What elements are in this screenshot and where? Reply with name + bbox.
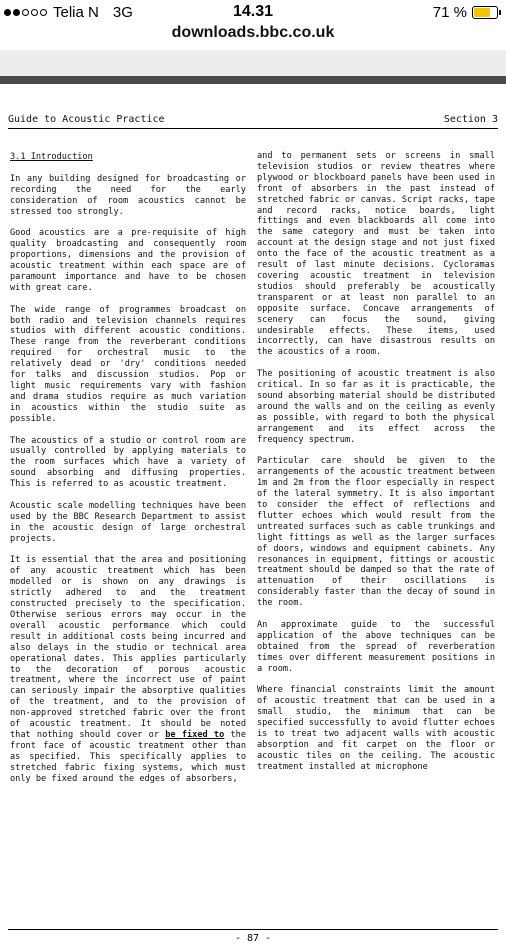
- paragraph-text: It is essential that the area and positioning of any acoustic treatment which has been modelled or is shown on any drawings is strictly adhered to and the treatment constructed precisely to the specification. Otherwise serious errors may occur in the overall acoustic performance which could result in additional costs being incurred and also delays in the studio or technical area operational dates. This applies particularly to the decoration of porous acoustic treatment, where the incorrect use of paint can seriously impair the absorptive qualities of the treatment, and to the provision of non-approved stretched fabric over the front of acoustic treatment. It should be noted that nothing should cover or: [10, 555, 246, 740]
- status-bar: [0, 0, 506, 26]
- address-bar[interactable]: downloads.bbc.co.uk: [171, 24, 335, 41]
- battery-cap: [499, 10, 501, 15]
- right-column: [257, 151, 495, 783]
- paragraph: Particular care should be given to the arrangements of the acoustic treatment between 1m and 2m from the floor especially in respect of the lateral symmetry. It is also important to consider the effect of reflections and flutter echoes which would result from the untreated surfaces such as cable trunkings and light fittings as well as the larger surfaces of doors, windows and equipment cabinets. Any resonances in equipment, fittings or acoustic treatment should be damped so that the rate of attenuation of their oscillations is considerably faster than the decay of sound in the room.: [257, 456, 495, 609]
- paragraph: An approximate guide to the successful application of the above techniques can be obtained from the spread of reverberation times over different measurement positions in a room.: [257, 619, 495, 674]
- paragraph: In any building designed for broadcasting or recording the need for the early consideration of room acoustics cannot be stressed too strongly.: [10, 173, 246, 217]
- paragraph: and to permanent sets or screens in small television studios or review theatres where plywood or blockboard panels have been used in front of absorbers in the past instead of stretched fabric or canvas. Script racks, tape and record racks, notice boards, light fittings and even blackboards all come into the same category and must be taken into account at the design stage and not just fixed onto the face of the acoustic treatment as a result of last minute decisions. Cycloramas covering acoustic treatment in television studios should preferably be acoustically transparent or at least non parallel to an opposite surface. Concave arrangements of scenery can focus the sound, giving undesirable effects. These items, used incorrectly, can have disastrous results on the acoustics of a room.: [257, 151, 495, 358]
- section-title: 3.1 Introduction: [10, 152, 93, 162]
- browser-toolbar-strip: [0, 50, 506, 76]
- footer-rule: [8, 929, 498, 930]
- battery-fill: [474, 8, 490, 17]
- paragraph-text: the front face of acoustic treatment other than as specified. This specifically applies to stretched fabric fixing systems, which must only be fixed around the edges of absorbers,: [10, 729, 246, 784]
- paragraph: The wide range of programmes broadcast on both radio and television channels requires studios with different acoustic conditions. These range from the reverberant conditions required for orchestral music to the relatively dead or 'dry' conditions needed for talks and discussion studios. Pop or light music requirements vary with fashion and drama studios require as much variation in acoustics within the studio suite as possible.: [10, 304, 246, 424]
- battery-icon: [472, 6, 498, 19]
- paragraph: [10, 555, 246, 784]
- pdf-page[interactable]: [0, 84, 506, 944]
- document-header-title: Guide to Acoustic Practice: [8, 114, 165, 125]
- status-time: 14.31: [232, 3, 274, 20]
- left-column: [10, 152, 246, 795]
- carrier-label: Telia N: [53, 4, 99, 21]
- emphasis-text: be fixed to: [165, 729, 225, 740]
- status-right: [433, 4, 498, 21]
- network-type-label: 3G: [112, 4, 133, 21]
- paragraph: The positioning of acoustic treatment is also critical. In so far as it is practicable, the sound absorbing material should be distributed around the walls and on the ceiling as evenly as possible, with regard to both the physical arrangement and its effect across the frequency spectrum.: [257, 369, 495, 445]
- paragraph: Good acoustics are a pre-requisite of high quality broadcasting and consequently room proportions, dimensions and the provision of acoustic treatment within each space are of paramount importance and have to be chosen with great care.: [10, 228, 246, 293]
- document-viewer-border: [0, 76, 506, 84]
- document-header-section: Section 3: [443, 114, 498, 125]
- paragraph: The acoustics of a studio or control room are usually controlled by applying materials to the room surfaces which have a variety of sound absorbing and diffusing properties. This is referred to as acoustic treatment.: [10, 435, 246, 490]
- header-rule: [8, 128, 498, 129]
- battery-percent: 71 %: [432, 4, 467, 21]
- paragraph: Acoustic scale modelling techniques have been used by the BBC Research Department to assist in the acoustic design of large orchestral projects.: [10, 500, 246, 544]
- paragraph: Where financial constraints limit the amount of acoustic treatment that can be used in a small studio, the minimum that can be specified successfully to avoid flutter echoes is to treat two adjacent walls with acoustic absorption and fit carpet on the floor or acoustic tiles on the ceiling. The acoustic treatment installed at microphone: [257, 685, 495, 772]
- page-number: - 87 -: [234, 933, 272, 944]
